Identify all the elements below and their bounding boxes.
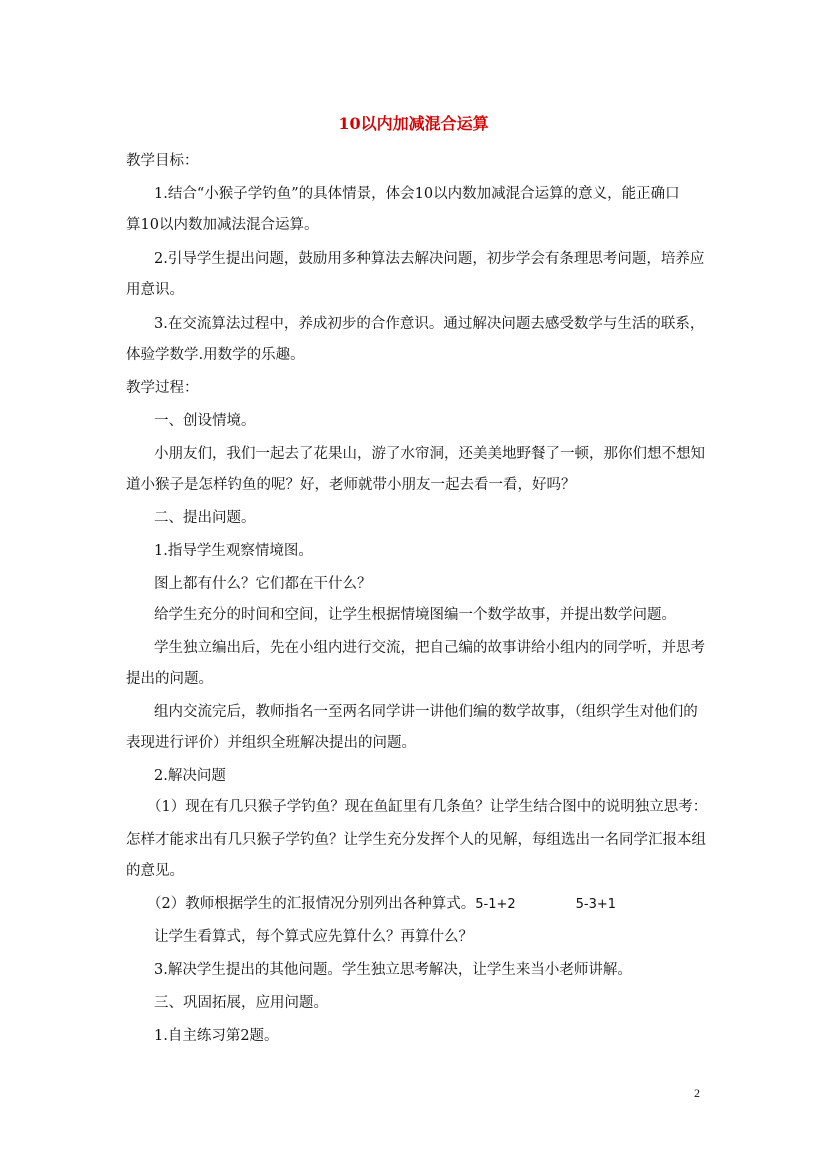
goal3-line1: 3.在交流算法过程中，养成初步的合作意识。通过解决问题去感受数学与生活的联系， [154,316,705,332]
section3-item1: 1.自主练习第2题。 [154,1028,279,1044]
section2-independent-line1: 学生独立编出后，先在小组内进行交流，把自己编的故事讲给小组内的同学听，并思考 [154,640,705,656]
formula-2: 5-3+1 [575,897,617,912]
question2-line [147,894,747,915]
goals-heading: 教学目标： [126,153,199,169]
section2-time: 给学生充分的时间和空间，让学生根据情境图编一个数学故事，并提出数学问题。 [154,607,676,623]
goal1-line1: 1.结合“小猴子学钓鱼”的具体情景，体会10以内数加减混合运算的意义，能正确口 [154,186,680,202]
document-title: 10以内加减混合运算 [338,114,489,133]
question1-line1: （1）现在有几只猴子学钓鱼？现在鱼缸里有几条鱼？让学生结合图中的说明独立思考： [147,799,708,815]
intro-paragraph-line1: 小朋友们，我们一起去了花果山，游了水帘洞，还美美地野餐了一顿，那你们想不想知 [154,446,705,462]
section2-independent-line2: 提出的问题。 [126,671,213,687]
section2-group-line1: 组内交流完后，教师指名一至两名同学讲一讲他们编的数学故事，（组织学生对他们的 [154,704,698,720]
section2-question: 图上都有什么？它们都在干什么？ [154,576,372,592]
question2-follow: 让学生看算式，每个算式应先算什么？再算什么？ [154,929,473,945]
section2-heading: 二、提出问题。 [154,510,256,526]
process-heading: 教学过程： [126,380,199,396]
section3-heading: 三、巩固拓展，应用问题。 [154,995,328,1011]
section2-group-line2: 表现进行评价）并组织全班解决提出的问题。 [126,735,416,751]
goal1-line2: 算10以内数加减法混合运算。 [126,217,319,233]
section2-item3: 3.解决学生提出的其他问题。学生独立思考解决，让学生来当小老师讲解。 [154,962,632,978]
section1-heading: 一、创设情境。 [154,413,256,429]
goal2-line2: 用意识。 [126,282,184,298]
question1-line3: 的意见。 [126,863,184,879]
question2-text: （2）教师根据学生的汇报情况分别列出各种算式。 [147,896,476,912]
question1-line2: 怎样才能求出有几只猴子学钓鱼？让学生充分发挥个人的见解，每组选出一名同学汇报本组 [126,832,706,848]
formula-1: 5-1+2 [475,897,516,912]
goal2-line1: 2.引导学生提出问题，鼓励用多种算法去解决问题，初步学会有条理思考问题，培养应 [154,251,705,267]
section2-item2: 2.解决问题 [154,768,226,784]
section2-item1: 1.指导学生观察情境图。 [154,543,313,559]
goal3-line2: 体验学数学.用数学的乐趣。 [126,347,305,363]
page-number: 2 [694,1086,700,1100]
intro-paragraph-line2: 道小猴子是怎样钓鱼的呢？好，老师就带小朋友一起去看一看，好吗？ [126,477,576,493]
